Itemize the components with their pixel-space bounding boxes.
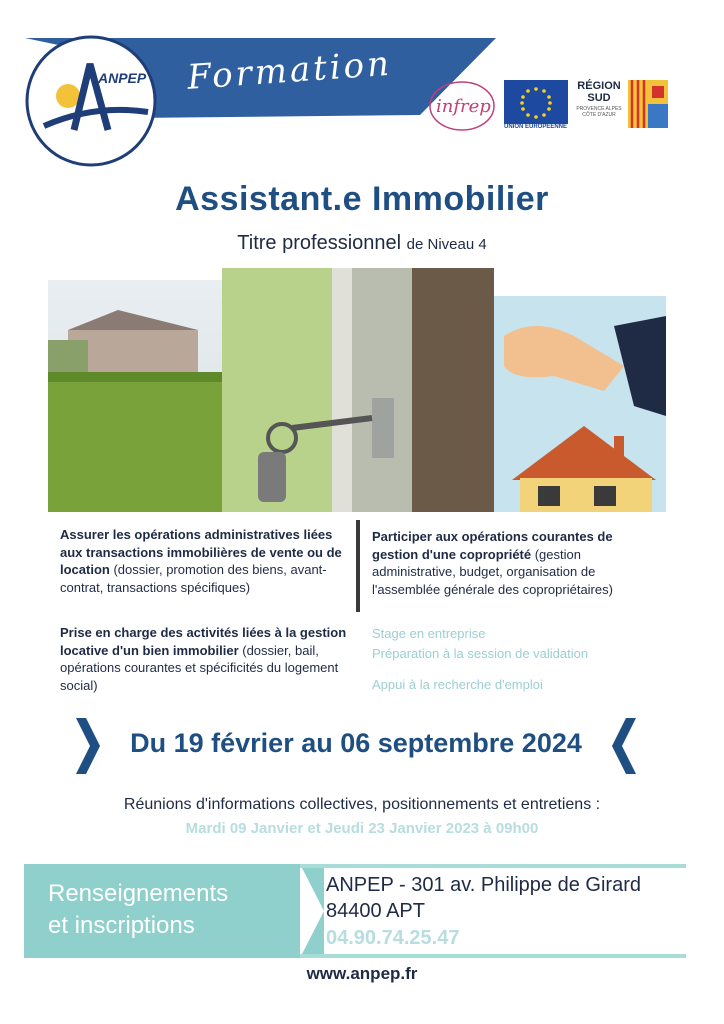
eu-flag-icon: [504, 80, 568, 124]
infrep-logo-text: infrep: [436, 96, 491, 117]
subtitle-main: Titre professionnel: [237, 232, 402, 254]
content-block-transactions: [60, 526, 350, 596]
address-line1: ANPEP - 301 av. Philippe de Girard: [326, 874, 641, 896]
stage-text: Stage en entreprise: [372, 626, 486, 641]
region-name: RÉGION SUD: [577, 80, 621, 104]
contact-rule-bottom: [300, 954, 686, 958]
content-block-copropriete: [372, 528, 662, 598]
anpep-logo-icon: [24, 34, 158, 168]
reunions-title: Réunions d'informations collectives, positionnements et entretiens :: [123, 796, 601, 813]
website-link[interactable]: www.anpep.fr: [306, 964, 418, 983]
anpep-logo-text: ANPEP: [98, 70, 147, 86]
page-title: Assistant.e Immobilier: [175, 180, 549, 218]
block3-details: (dossier, bail, opérations courantes et spécificités du logement social): [60, 642, 339, 693]
contact-label-line1: Renseignements: [48, 880, 229, 907]
house-photo: [48, 280, 222, 512]
block2-heading: Participer aux opérations courantes de gestion d'une copropriété: [372, 529, 613, 562]
appui-emploi-text: Appui à la recherche d'emploi: [372, 677, 543, 692]
block1-heading: Assurer les opérations administratives liées aux transactions immobilières de vente ou de location: [60, 527, 342, 577]
preparation-text: Préparation à la session de validation: [372, 646, 589, 661]
contact-box-arrow: [296, 864, 326, 958]
contact-label-line2: et inscriptions: [48, 912, 195, 939]
eu-label: UNION EUROPÉENNE: [504, 124, 568, 130]
address-line2: 84400 APT: [326, 900, 425, 922]
subtitle: [0, 232, 724, 255]
handshake-house-photo: [494, 296, 666, 512]
contact-rule-top: [300, 864, 686, 868]
content-block-gestion-locative: [60, 624, 350, 694]
door-key-photo: [222, 268, 494, 512]
block2-details: (gestion administrative, budget, organisation de l'assemblée générale des copropriétaires): [372, 546, 613, 597]
subtitle-level: de Niveau 4: [406, 236, 487, 253]
reunions-dates: Mardi 09 Janvier et Jeudi 23 Janvier 2023 à 09h00: [185, 820, 539, 837]
contact-label: [48, 878, 228, 942]
formation-label: Formation: [186, 43, 394, 98]
phone-number: 04.90.74.25.47: [326, 927, 460, 949]
region-subtitle: PROVENCE ALPES CÔTE D'AZUR: [576, 106, 622, 118]
block1-details: (dossier, promotion des biens, avant-contrat, transactions spécifiques): [60, 562, 327, 595]
column-divider: [356, 520, 360, 612]
region-shield-icon: [628, 80, 668, 128]
block3-heading: Prise en charge des activités liées à la gestion locative d'un bien immobilier: [60, 625, 347, 658]
session-dates: Du 19 février au 06 septembre 2024: [130, 728, 582, 758]
